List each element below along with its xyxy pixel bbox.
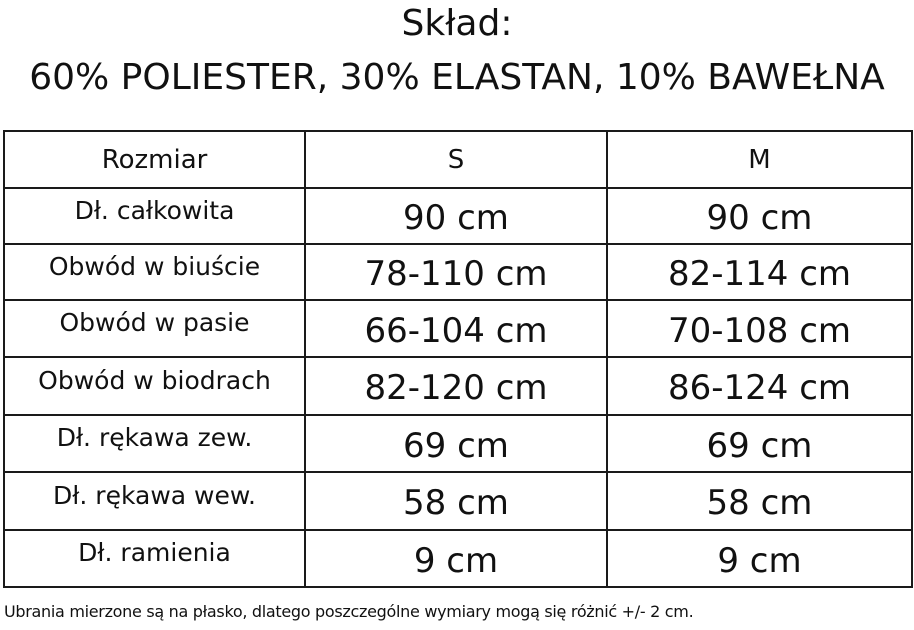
- header-size-s-cell: [305, 131, 607, 188]
- row-label: Dł. rękawa zew.: [56, 423, 253, 452]
- row-label-cell: [4, 415, 305, 472]
- table-row: [4, 300, 912, 357]
- value-cell-m: [607, 415, 912, 472]
- value-s: 58 cm: [403, 483, 509, 523]
- size-table: [3, 130, 913, 588]
- value-cell-m: [607, 244, 912, 300]
- value-s: 78-110 cm: [364, 254, 548, 294]
- value-m: 90 cm: [706, 198, 813, 238]
- value-s: 66-104 cm: [364, 310, 548, 351]
- value-m: 82-114 cm: [667, 254, 852, 294]
- value-cell-s: [305, 300, 607, 357]
- value-s: 9 cm: [413, 540, 499, 581]
- value-m: 9 cm: [717, 540, 802, 581]
- value-s: 90 cm: [403, 198, 509, 238]
- value-cell-s: [305, 357, 607, 415]
- row-label: Obwód w pasie: [59, 308, 250, 337]
- table-header-row: [4, 131, 912, 188]
- value-cell-m: [607, 357, 912, 415]
- table-row: [4, 357, 912, 415]
- row-label-cell: [4, 244, 305, 300]
- row-label: Dł. ramienia: [78, 538, 231, 567]
- table-row: [4, 188, 912, 244]
- row-label-cell: [4, 300, 305, 357]
- value-s: 82-120 cm: [364, 368, 548, 408]
- value-cell-s: [305, 530, 607, 587]
- value-m: 86-124 cm: [667, 368, 852, 408]
- value-cell-s: [305, 244, 607, 300]
- row-label-cell: [4, 188, 305, 244]
- value-m: 69 cm: [706, 425, 813, 466]
- row-label: Obwód w biuście: [48, 251, 261, 281]
- table-row: [4, 244, 912, 300]
- table-row: [4, 530, 912, 587]
- value-m: 70-108 cm: [667, 310, 852, 351]
- value-cell-m: [607, 188, 912, 244]
- header-size-m: M: [748, 144, 771, 175]
- value-cell-m: [607, 472, 912, 530]
- table-row: [4, 415, 912, 472]
- row-label: Obwód w biodrach: [38, 365, 271, 395]
- value-s: 69 cm: [403, 425, 509, 466]
- table-row: [4, 472, 912, 530]
- value-cell-m: [607, 530, 912, 587]
- composition-text: 60% POLIESTER, 30% ELASTAN, 10% BAWEŁNA: [29, 57, 885, 98]
- header-label: Rozmiar: [101, 144, 208, 175]
- row-label: Dł. rękawa wew.: [53, 480, 256, 510]
- value-m: 58 cm: [706, 483, 813, 523]
- row-label-cell: [4, 530, 305, 587]
- row-label-cell: [4, 472, 305, 530]
- value-cell-s: [305, 472, 607, 530]
- value-cell-s: [305, 188, 607, 244]
- measurement-footnote: Ubrania mierzone są na płasko, dlatego poszczególne wymiary mogą się różnić +/- 2 cm.: [4, 602, 694, 621]
- value-cell-s: [305, 415, 607, 472]
- header-label-cell: [4, 131, 305, 188]
- row-label: Dł. całkowita: [74, 195, 235, 225]
- header-size-s: S: [447, 144, 465, 175]
- composition-title: Skład:: [401, 3, 513, 44]
- row-label-cell: [4, 357, 305, 415]
- value-cell-m: [607, 300, 912, 357]
- header-size-m-cell: [607, 131, 912, 188]
